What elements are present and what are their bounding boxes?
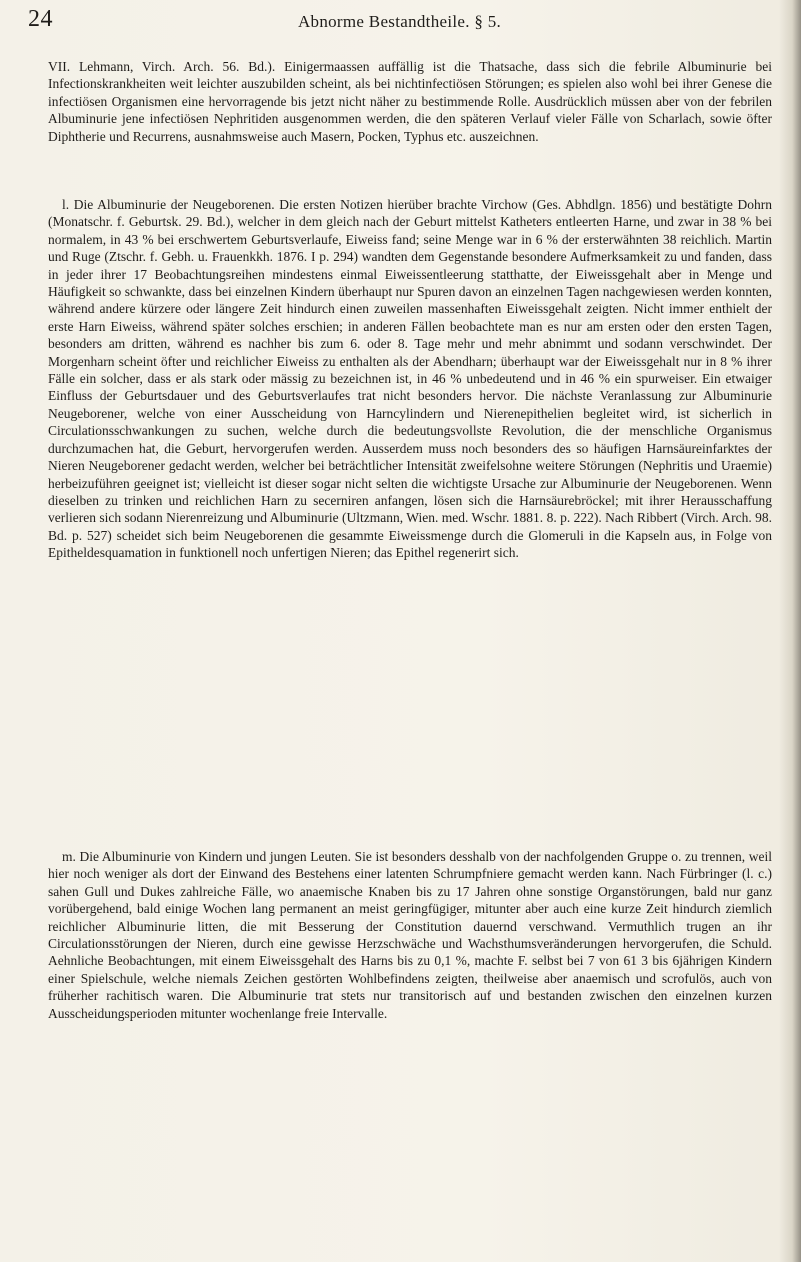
paragraph-newborn-albuminuria bbox=[48, 196, 772, 562]
paragraph-fever-albuminuria bbox=[48, 58, 772, 145]
paragraph-text: l. Die Albuminurie der Neugeborenen. Die ersten Notizen hierüber brachte Virchow (Ges. Abhdlgn. 1856) und bestätigte Dohrn (Monatschr. f. Geburtsk. 29. Bd.), welcher in dem gleich nach der Geburt mittelst Katheters entleerten Harne, und zwar in 38 % bei normalem, in 43 % bei erschwertem Geburtsverlaufe, Eiweiss fand; seine Menge war in 6 % der ersterwähnten 38 reichlich. Martin und Ruge (Ztschr. f. Gebh. u. Frauenkkh. 1876. I p. 294) wandten dem Gegenstande besondere Aufmerksamkeit zu und fanden, dass in jeder ihrer 17 Beobachtungsreihen mindestens einmal Eiweissentleerung statthatte, der Eiweissgehalt aber in Menge und Häufigkeit so schwankte, dass bei einzelnen Kindern überhaupt nur Spuren davon an einzelnen Tagen nachgewiesen werden konnten, während andere kürzere oder längere Zeit hindurch einen zuweilen massenhaften Eiweissgehalt zeigten. Nicht immer enthielt der erste Harn Eiweiss, während später solches erschien; in anderen Fällen beobachtete man es nur am ersten oder den ersten Tagen, besonders am dritten, während es nachher bis zum 6. oder 8. Tage mehr und mehr abnimmt und sodann verschwindet. Der Morgenharn scheint öfter und reichlicher Eiweiss zu enthalten als der Abendharn; überhaupt war der Eiweissgehalt nur in 8 % ihrer Fälle ein solcher, dass er als stark oder mässig zu bezeichnen ist, in 46 % unbedeutend und in 46 % ein spurweiser. Ein etwaiger Einfluss der Geburtsdauer und des Geburtsverlaufes trat nicht besonders hervor. Die nächste Veranlassung zur Albuminurie Neugeborener, welche von einer Ausscheidung von Harncylindern und Nierenepithelien begleitet wird, ist sicherlich in Circulationsschwankungen zu suchen, welche durch die bedeutungsvollste Revolution, die der menschliche Organismus durchzumachen hat, die Geburt, hervorgerufen werden. Ausserdem muss noch besonders des so häufigen Harnsäureinfarktes der Nieren Neugeborener gedacht werden, welcher bei beträchtlicher Intensität zweifelsohne weitere Störungen (Nephritis und Uraemie) herbeizuführen geeignet ist; vielleicht ist dieser sogar nicht selten die wichtigste Ursache zur Albuminurie der Neugeborenen. Wenn dieselben zu trinken und reichlichen Harn zu secerniren anfangen, lösen sich die Harnsäurebröckel; mit ihrer Herausschaffung verlieren sich sodann Nierenreizung und Albuminurie (Ultzmann, Wien. med. Wschr. 1881. 8. p. 222). Nach Ribbert (Virch. Arch. 98. Bd. p. 527) scheidet sich beim Neugeborenen die gesammte Eiweissmenge durch die Glomeruli in die Kapseln aus, in Folge von Epitheldesquamation in funktionell noch unfertigen Nieren; das Epithel regenerirt sich. bbox=[48, 197, 772, 561]
page-edge-shadow bbox=[779, 0, 801, 1262]
paragraph-children-albuminuria bbox=[48, 848, 772, 1022]
paragraph-text: VII. Lehmann, Virch. Arch. 56. Bd.). Einigermaassen auffällig ist die Thatsache, dass sich die febrile Albuminurie bei Infectionskrankheiten weit leichter auszubilden scheint, als bei nichtinfectiösen Störungen; es spielen also wohl bei ihrer Genese die infectiösen Organismen eine hervorragende bis jetzt nicht näher zu bestimmende Rolle. Ausdrücklich müssen aber von der febrilen Albuminurie jene infectiösen Nephritiden ausgenommen werden, die den späteren Verlauf vieler Fälle von Scharlach, sowie öfter Diphtherie und Recurrens, ausnahmsweise auch Masern, Pocken, Typhus etc. auszeichnen. bbox=[48, 59, 772, 144]
page-header bbox=[28, 6, 771, 36]
paragraph-text: m. Die Albuminurie von Kindern und jungen Leuten. Sie ist besonders desshalb von der nachfolgenden Gruppe o. zu trennen, weil hier noch weniger als dort der Einwand des Bestehens einer latenten Schrumpfniere gemacht werden kann. Nach Fürbringer (l. c.) sahen Gull und Dukes zahlreiche Fälle, wo anaemische Knaben bis zu 17 Jahren ohne sonstige Organstörungen, bald nur ganz vorübergehend, bald einige Wochen lang permanent an meist geringfügiger, mitunter aber auch eine kurze Zeit hindurch ziemlich reichlicher Albuminurie litten, die mit Besserung der Constitution dauernd verschwand. Vermuthlich trugen an ihr Circulationsstörungen der Nieren, durch eine gewisse Herzschwäche und Wachsthumsveränderungen hervorgerufen, die Schuld. Aehnliche Beobachtungen, mit einem Eiweissgehalt des Harns bis zu 0,1 %, machte F. selbst bei 7 von 61 3 bis 6jährigen Kindern einer Spielschule, welche niemals Zeichen gestörten Wohlbefindens zeigten, theilweise aber anaemisch und scrofulös, auch von früherher rachitisch waren. Die Albuminurie trat stets nur transitorisch auf und bestanden zwischen den einzelnen kurzen Ausscheidungsperioden mitunter wochenlange freie Intervalle. bbox=[48, 849, 772, 1021]
running-title: Abnorme Bestandtheile. § 5. bbox=[297, 12, 502, 31]
page-number: 24 bbox=[28, 6, 53, 32]
